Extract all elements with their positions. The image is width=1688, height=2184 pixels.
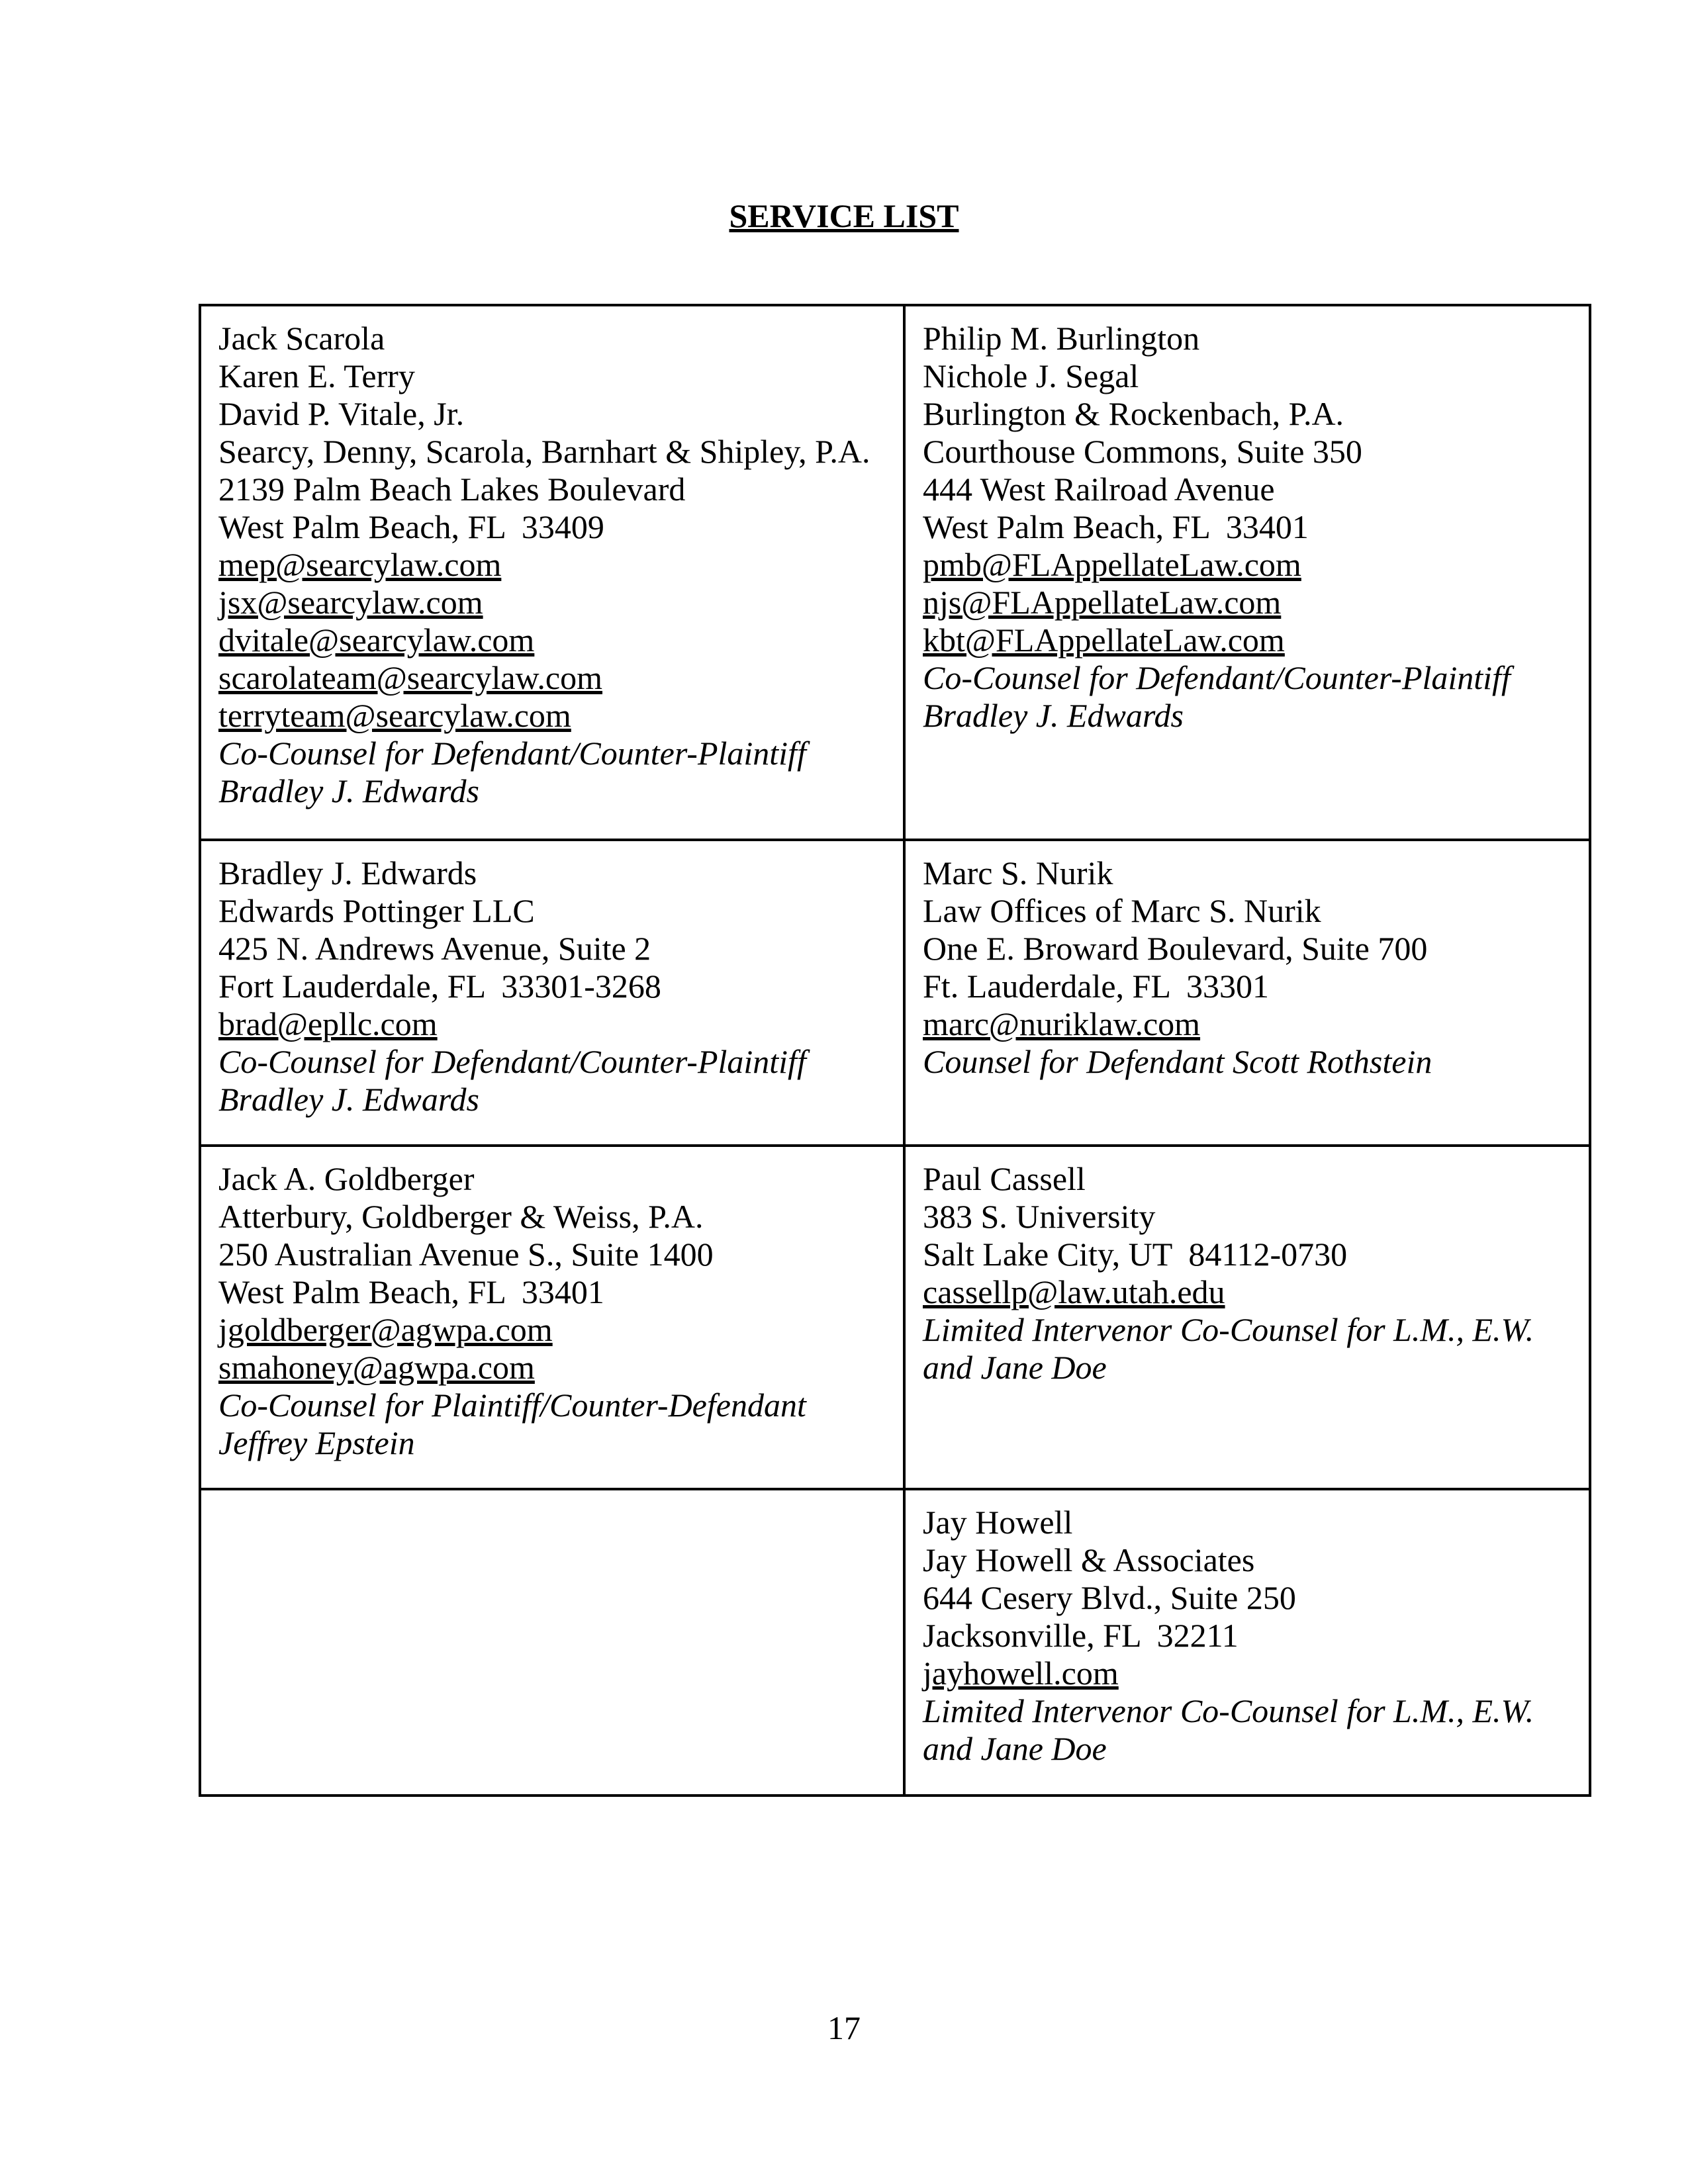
text-line: 444 West Railroad Avenue [923, 471, 1275, 508]
text-line: 644 Cesery Blvd., Suite 250 [923, 1579, 1296, 1616]
text-line: David P. Vitale, Jr. [218, 395, 465, 432]
role-line: Co-Counsel for Defendant/Counter-Plaintiff [923, 659, 1511, 696]
contact-link[interactable]: njs@FLAppellateLaw.com [923, 584, 1282, 621]
service-list-cell-right [904, 1146, 1590, 1489]
text-line: Jack A. Goldberger [218, 1160, 475, 1197]
service-list-row [200, 1489, 1590, 1796]
text-line: West Palm Beach, FL 33401 [218, 1273, 604, 1310]
contact-link[interactable]: jgoldberger@agwpa.com [218, 1311, 553, 1348]
text-line: West Palm Beach, FL 33401 [923, 508, 1309, 545]
contact-link[interactable]: brad@epllc.com [218, 1005, 438, 1042]
page-number: 17 [827, 2009, 861, 2046]
text-line: 425 N. Andrews Avenue, Suite 2 [218, 930, 651, 967]
contact-link[interactable]: marc@nuriklaw.com [923, 1005, 1201, 1042]
text-line: Courthouse Commons, Suite 350 [923, 433, 1362, 470]
service-list-cell-left [200, 1489, 904, 1796]
role-line: and Jane Doe [923, 1730, 1107, 1767]
text-line: Law Offices of Marc S. Nurik [923, 892, 1321, 929]
contact-link[interactable]: jayhowell.com [923, 1655, 1119, 1692]
contact-link[interactable]: cassellp@law.utah.edu [923, 1273, 1225, 1310]
text-line: Bradley J. Edwards [218, 854, 477, 891]
text-line: Ft. Lauderdale, FL 33301 [923, 968, 1270, 1005]
role-line: Jeffrey Epstein [218, 1424, 415, 1461]
page-title: SERVICE LIST [729, 197, 959, 234]
role-line: Co-Counsel for Defendant/Counter-Plaintiff [218, 1043, 806, 1080]
role-line: Limited Intervenor Co-Counsel for L.M., E.W. [923, 1311, 1534, 1348]
service-list-cell-right [904, 840, 1590, 1146]
role-line: and Jane Doe [923, 1349, 1107, 1386]
text-line: Paul Cassell [923, 1160, 1086, 1197]
role-line: Bradley J. Edwards [218, 772, 479, 809]
text-line: Searcy, Denny, Scarola, Barnhart & Shipley, P.A. [218, 433, 870, 470]
role-line: Counsel for Defendant Scott Rothstein [923, 1043, 1432, 1080]
contact-link[interactable]: jsx@searcylaw.com [218, 584, 483, 621]
service-list-row [200, 305, 1590, 840]
contact-link[interactable]: terryteam@searcylaw.com [218, 697, 571, 734]
service-list-table [199, 304, 1591, 1797]
text-line: Burlington & Rockenbach, P.A. [923, 395, 1344, 432]
text-line: One E. Broward Boulevard, Suite 700 [923, 930, 1428, 967]
text-line: 2139 Palm Beach Lakes Boulevard [218, 471, 686, 508]
text-line: Marc S. Nurik [923, 854, 1113, 891]
contact-link[interactable]: kbt@FLAppellateLaw.com [923, 621, 1285, 659]
text-line: Edwards Pottinger LLC [218, 892, 535, 929]
text-line: Karen E. Terry [218, 357, 415, 394]
text-line: Salt Lake City, UT 84112-0730 [923, 1236, 1348, 1273]
text-line: Jack Scarola [218, 320, 385, 357]
text-line: Jay Howell [923, 1504, 1073, 1541]
service-list-cell-right [904, 305, 1590, 840]
contact-link[interactable]: pmb@FLAppellateLaw.com [923, 546, 1301, 583]
role-line: Bradley J. Edwards [923, 697, 1184, 734]
service-list-cell-right [904, 1489, 1590, 1796]
text-line: Jay Howell & Associates [923, 1541, 1255, 1578]
text-line: 250 Australian Avenue S., Suite 1400 [218, 1236, 714, 1273]
contact-link[interactable]: scarolateam@searcylaw.com [218, 659, 603, 696]
text-line: Philip M. Burlington [923, 320, 1200, 357]
text-line: West Palm Beach, FL 33409 [218, 508, 604, 545]
contact-link[interactable]: dvitale@searcylaw.com [218, 621, 535, 659]
text-line: Fort Lauderdale, FL 33301-3268 [218, 968, 661, 1005]
service-list-cell-left [200, 1146, 904, 1489]
contact-link[interactable]: mep@searcylaw.com [218, 546, 502, 583]
service-list-cell-left [200, 840, 904, 1146]
text-line: 383 S. University [923, 1198, 1156, 1235]
role-line: Co-Counsel for Defendant/Counter-Plaintiff [218, 735, 806, 772]
text-line: Atterbury, Goldberger & Weiss, P.A. [218, 1198, 704, 1235]
role-line: Bradley J. Edwards [218, 1081, 479, 1118]
role-line: Co-Counsel for Plaintiff/Counter-Defendant [218, 1387, 806, 1424]
text-line: Nichole J. Segal [923, 357, 1139, 394]
role-line: Limited Intervenor Co-Counsel for L.M., E.W. [923, 1692, 1534, 1729]
service-list-cell-left [200, 305, 904, 840]
service-list-row [200, 1146, 1590, 1489]
contact-link[interactable]: smahoney@agwpa.com [218, 1349, 535, 1386]
service-list-row [200, 840, 1590, 1146]
text-line: Jacksonville, FL 32211 [923, 1617, 1239, 1654]
